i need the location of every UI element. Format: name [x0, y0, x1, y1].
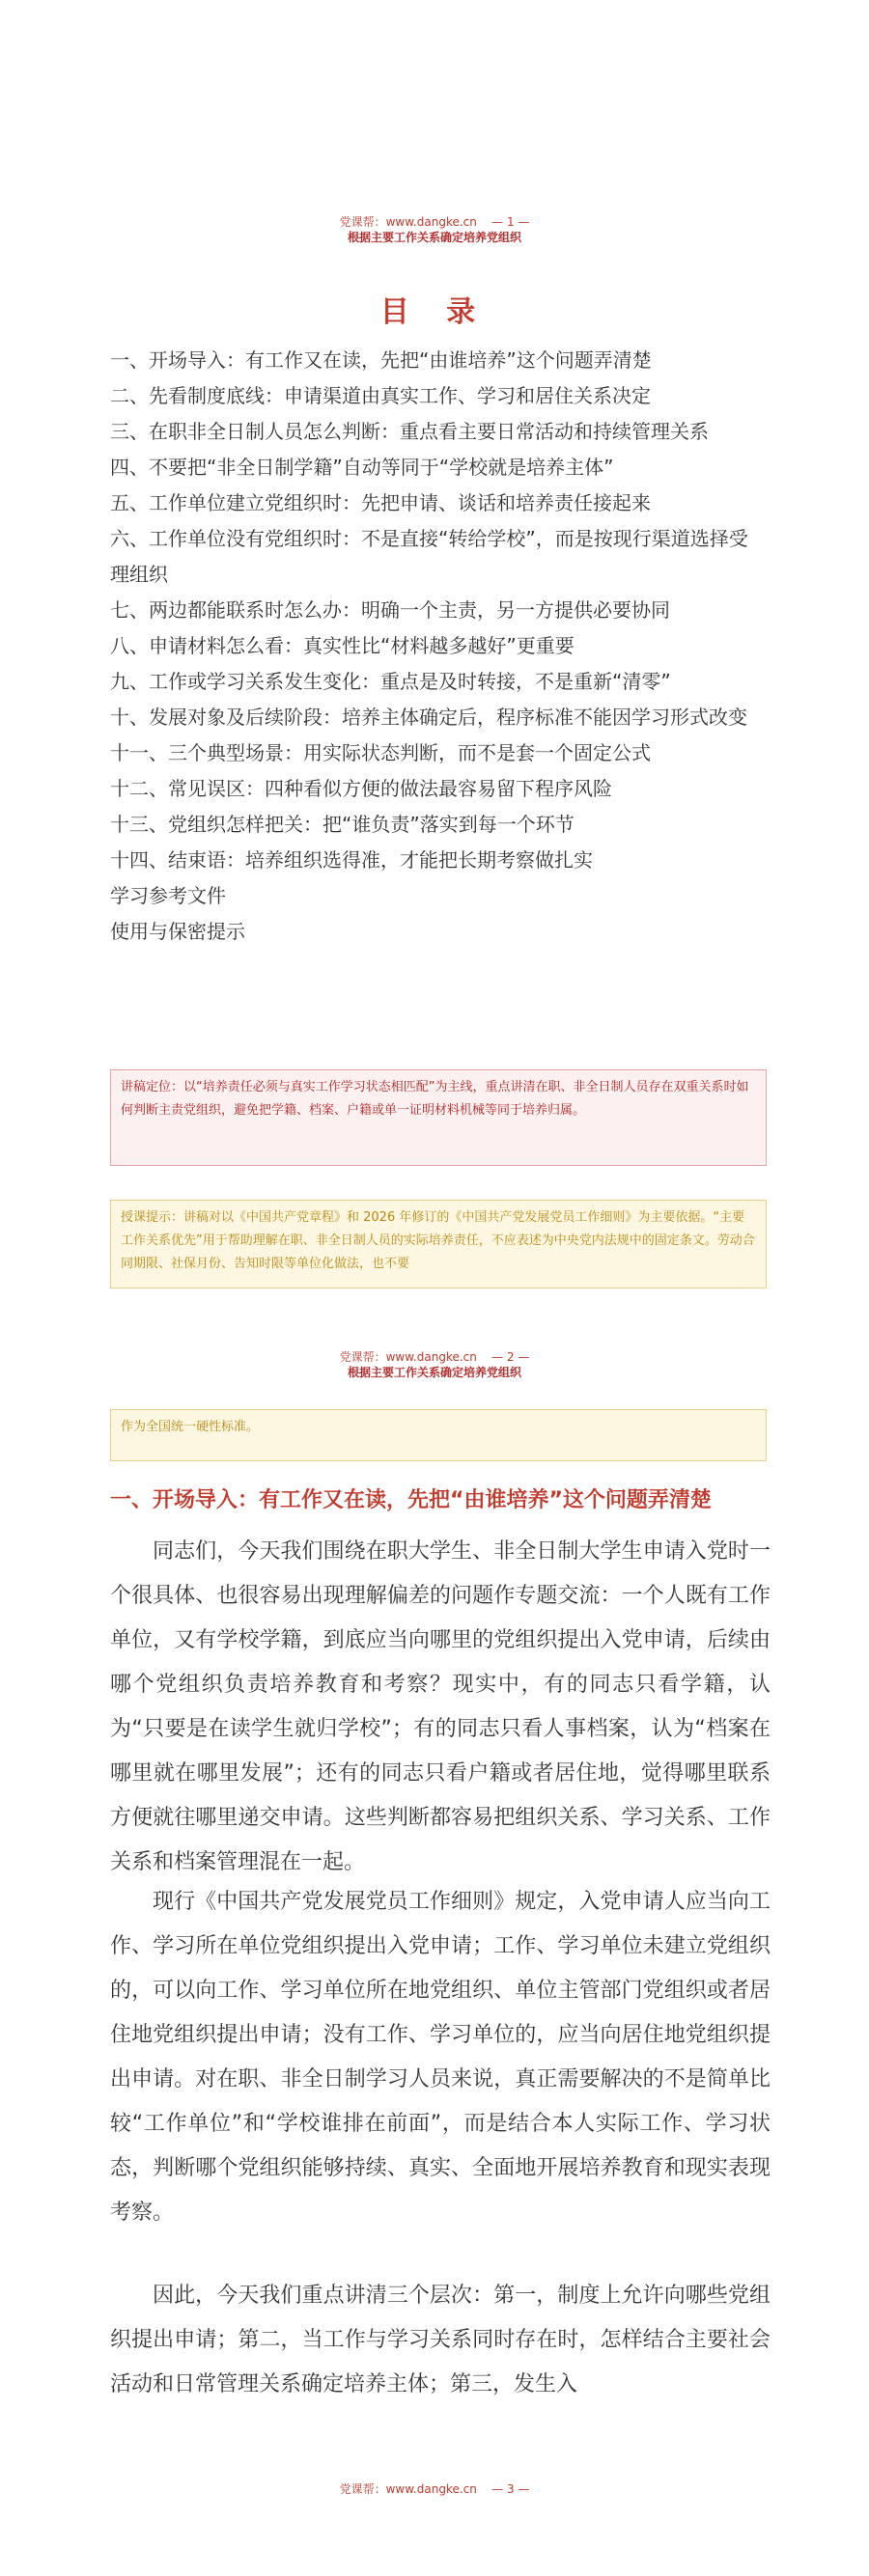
toc-item[interactable]: 二、先看制度底线：申请渠道由真实工作、学习和居住关系决定 — [110, 384, 651, 407]
toc-item[interactable]: 一、开场导入：有工作又在读，先把“由谁培养”这个问题弄清楚 — [110, 348, 652, 372]
toc-item[interactable]: 十一、三个典型场景：用实际状态判断，而不是套一个固定公式 — [110, 741, 651, 764]
toc-item[interactable]: 五、工作单位建立党组织时：先把申请、谈话和培养责任接起来 — [110, 491, 651, 514]
toc-item[interactable]: 十四、结束语：培养组织选得准，才能把长期考察做扎实 — [110, 848, 593, 872]
table-of-contents — [110, 343, 767, 950]
body-paragraph: 现行《中国共产党发展党员工作细则》规定，入党申请人应当向工作、学习所在单位党组织提出入党申请；工作、学习单位未建立党组织的，可以向工作、学习单位所在地党组织、单位主管部门党组织或者居住地党组织提出申请；没有工作、学习单位的，应当向居住地党组织提出申请。对在职、非全日制学习人员来说，真正需要解决的不是简单比较“工作单位”和“学校谁排在前面”，而是结合本人实际工作、学习状态，判断哪个党组织能够持续、真实、全面地开展培养教育和现实表现考察。 — [110, 1890, 771, 2225]
header-site: 党课帮：www.dangke.cn — [339, 1350, 477, 1364]
toc-item[interactable]: 十、发展对象及后续阶段：培养主体确定后，程序标准不能因学习形式改变 — [110, 706, 747, 729]
body-paragraph: 同志们，今天我们围绕在职大学生、非全日制大学生申请入党时一个很具体、也很容易出现理解偏差的问题作专题交流：一个人既有工作单位，又有学校学籍，到底应当向哪里的党组织提出入党申请，后续由哪个党组织负责培养教育和考察？现实中，有的同志只看学籍，认为“只要是在读学生就归学校”；有的同志只看人事档案，认为“档案在哪里就在哪里发展”；还有的同志只看户籍或者居住地，觉得哪里联系方便就往哪里递交申请。这些判断都容易把组织关系、学习关系、工作关系和档案管理混在一起。 — [110, 1539, 771, 1874]
toc-item[interactable]: 四、不要把“非全日制学籍”自动等同于“学校就是培养主体” — [110, 456, 614, 479]
toc-item[interactable]: 学习参考文件 — [110, 884, 226, 907]
page-number: — 3 — — [491, 2482, 530, 2496]
body-paragraph: 因此，今天我们重点讲清三个层次：第一，制度上允许向哪些党组织提出申请；第二，当工作与学习关系同时存在时，怎样结合主要社会活动和日常管理关系确定培养主体；第三，发生入 — [110, 2284, 771, 2396]
toc-item[interactable]: 十三、党组织怎样把关：把“谁负责”落实到每一个环节 — [110, 813, 575, 836]
toc-item[interactable]: 七、两边都能联系时怎么办：明确一个主责，另一方提供必要协同 — [110, 598, 670, 622]
toc-item[interactable]: 使用与保密提示 — [110, 920, 245, 943]
toc-item[interactable]: 十二、常见误区：四种看似方便的做法最容易留下程序风险 — [110, 777, 612, 800]
toc-title: 目 录 — [379, 295, 490, 329]
page-header — [0, 214, 869, 245]
footer-site: 党课帮：www.dangke.cn — [339, 2482, 477, 2496]
toc-item[interactable]: 八、申请材料怎么看：真实性比“材料越多越好”更重要 — [110, 634, 575, 657]
header-subtitle: 根据主要工作关系确定培养党组织 — [347, 231, 521, 244]
page-number: — 2 — — [491, 1350, 530, 1364]
toc-item[interactable]: 九、工作或学习关系发生变化：重点是及时转接，不是重新“清零” — [110, 670, 671, 693]
header-site: 党课帮：www.dangke.cn — [339, 215, 477, 229]
positioning-note: 讲稿定位：以“培养责任必须与真实工作学习状态相匹配”为主线，重点讲清在职、非全日制人员存在双重关系时如何判断主责党组织，避免把学籍、档案、户籍或单一证明材料机械等同于培养归属。 — [110, 1069, 767, 1166]
page-footer — [0, 2480, 869, 2497]
toc-item[interactable]: 六、工作单位没有党组织时：不是直接“转给学校”，而是按现行渠道选择受理组织 — [110, 527, 748, 586]
teaching-tips-note: 授课提示：讲稿对以《中国共产党章程》和 2026 年修订的《中国共产党发展党员工作细则》为主要依据。“主要工作关系优先”用于帮助理解在职、非全日制人员的实际培养责任，不应表述为中央党内法规中的固定条文。劳动合同期限、社保月份、告知时限等单位化做法，也不要 — [110, 1200, 767, 1288]
page-header — [0, 1349, 869, 1380]
toc-item[interactable]: 三、在职非全日制人员怎么判断：重点看主要日常活动和持续管理关系 — [110, 420, 709, 443]
header-subtitle: 根据主要工作关系确定培养党组织 — [347, 1366, 521, 1379]
section-heading: 一、开场导入：有工作又在读，先把“由谁培养”这个问题弄清楚 — [110, 1488, 712, 1512]
teaching-tips-note-continued: 作为全国统一硬性标准。 — [110, 1409, 767, 1461]
header-site-line — [0, 214, 869, 230]
page-number: — 1 — — [491, 215, 530, 229]
header-site-line — [0, 1349, 869, 1365]
